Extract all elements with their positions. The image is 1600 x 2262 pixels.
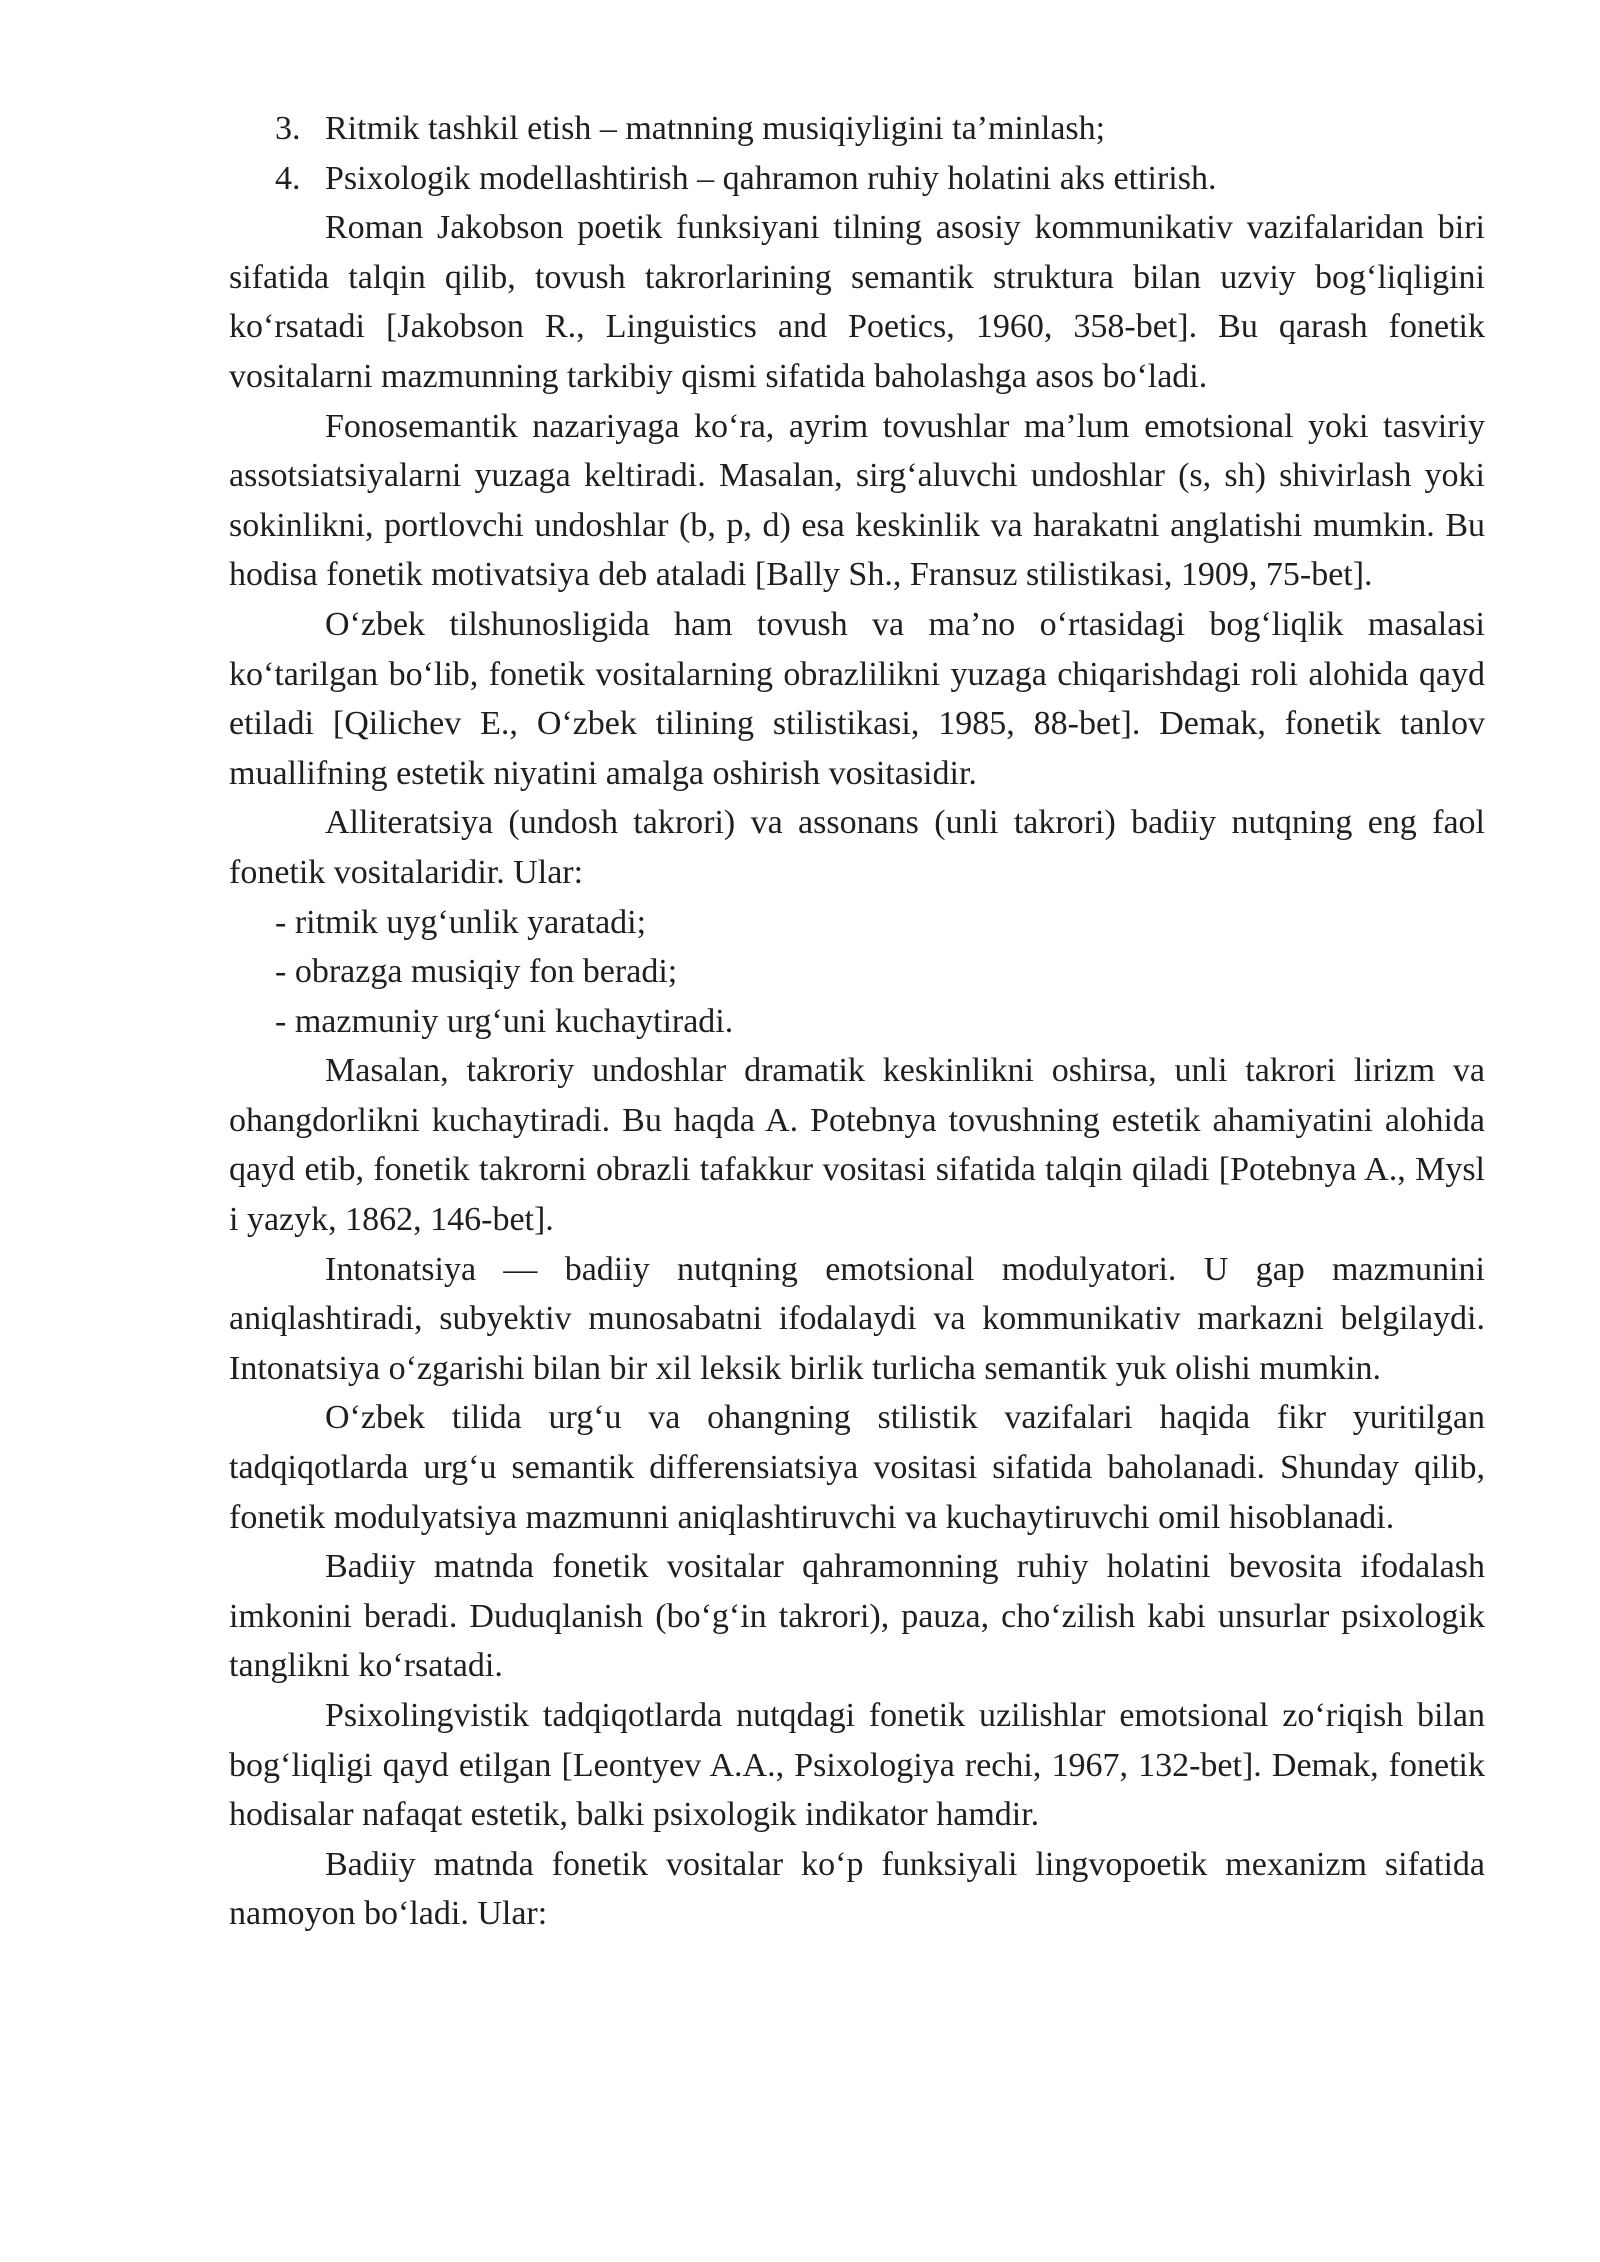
list-item xyxy=(229,154,1485,204)
list-number: 3. xyxy=(275,110,301,147)
numbered-list xyxy=(229,104,1485,203)
dash-list-item: - mazmuniy urg‘uni kuchaytiradi. xyxy=(275,1002,734,1040)
dash-list-item: - obrazga musiqiy fon beradi; xyxy=(275,953,678,991)
paragraph-stress: O‘zbek tilida urg‘u va ohangning stilistik vazifalari haqida fikr yuritilgan tadqiqotlarda urg‘u semantik differensiatsiya vositasi sifatida baholanadi. Shunday qilib, fonetik modulyatsiya mazmunni aniqlashtiruvchi va kuchaytiruvchi omil hisoblanadi. xyxy=(229,1399,1485,1536)
paragraph-jakobson: Roman Jakobson poetik funksiyani tilning asosiy kommunikativ vazifalaridan biri sifatida talqin qilib, tovush takrorlarining semantik struktura bilan uzviy bog‘liqligini ko‘rsatadi [Jakobson R., Linguistics and Poetics, 1960, 358-bet]. Bu qarash fonetik vositalarni mazmunning tarkibiy qismi sifatida baholashga asos bo‘ladi. xyxy=(229,209,1485,395)
paragraph-uzbek-linguistics: O‘zbek tilshunosligida ham tovush va ma’no o‘rtasidagi bog‘liqlik masalasi ko‘tarilgan bo‘lib, fonetik vositalarning obrazlilikni yuzaga chiqarishdagi roli alohida qayd etiladi [Qilichev E., O‘zbek tilining stilistikasi, 1985, 88-bet]. Demak, fonetik tanlov muallifning estetik niyatini amalga oshirish vositasidir. xyxy=(229,605,1485,792)
document-page xyxy=(229,104,1485,1939)
dash-list xyxy=(229,898,1485,1047)
list-item-text: Psixologik modellashtirish – qahramon ruhiy holatini aks ettirish. xyxy=(325,159,1217,197)
paragraph-intonation: Intonatsiya — badiiy nutqning emotsional modulyatori. U gap mazmunini aniqlashtiradi, subyektiv munosabatni ifodalaydi va kommunikativ markazni belgilaydi. Intonatsiya o‘zgarishi bilan bir xil leksik birlik turlicha semantik yuk olishi mumkin. xyxy=(229,1250,1485,1387)
paragraph-psychological-state: Badiiy matnda fonetik vositalar qahramonning ruhiy holatini bevosita ifodalash imkonini beradi. Duduqlanish (bo‘g‘in takrori), pauza, cho‘zilish kabi unsurlar psixologik tanglikni ko‘rsatadi. xyxy=(229,1548,1485,1685)
paragraph-psycholinguistics: Psixolingvistik tadqiqotlarda nutqdagi fonetik uzilishlar emotsional zo‘riqish bilan bog‘liqligi qayd etilgan [Leontyev A.A., Psixologiya rechi, 1967, 132-bet]. Demak, fonetik hodisalar nafaqat estetik, balki psixologik indikator hamdir. xyxy=(229,1697,1485,1834)
list-item-text: Ritmik tashkil etish – matnning musiqiyligini ta’minlash; xyxy=(325,110,1106,147)
list-item xyxy=(229,104,1485,154)
paragraph-alliteration: Alliteratsiya (undosh takrori) va assonans (unli takrori) badiiy nutqning eng faol fonetik vositalaridir. Ular: xyxy=(229,804,1485,891)
paragraph-conclusion: Badiiy matnda fonetik vositalar ko‘p funksiyali lingvopoetik mexanizm sifatida namoyon bo‘ladi. Ular: xyxy=(229,1845,1485,1933)
paragraph-potebnya: Masalan, takroriy undoshlar dramatik keskinlikni oshirsa, unli takrori lirizm va ohangdorlikni kuchaytiradi. Bu haqda A. Potebnya tovushning estetik ahamiyatini alohida qayd etib, fonetik takrorni obrazli tafakkur vositasi sifatida talqin qiladi [Potebnya A., Mysl i yazyk, 1862, 146-bet]. xyxy=(229,1052,1485,1239)
dash-list-item: - ritmik uyg‘unlik yaratadi; xyxy=(275,903,647,941)
paragraph-phonosemantics: Fonosemantik nazariyaga ko‘ra, ayrim tovushlar ma’lum emotsional yoki tasviriy assotsiatsiyalarni yuzaga keltiradi. Masalan, sirg‘aluvchi undoshlar (s, sh) shivirlash yoki sokinlikni, portlovchi undoshlar (b, p, d) esa keskinlik va harakatni anglatishi mumkin. Bu hodisa fonetik motivatsiya deb ataladi [Bally Sh., Fransuz stilistikasi, 1909, 75-bet]. xyxy=(229,407,1485,594)
list-number: 4. xyxy=(275,159,301,197)
